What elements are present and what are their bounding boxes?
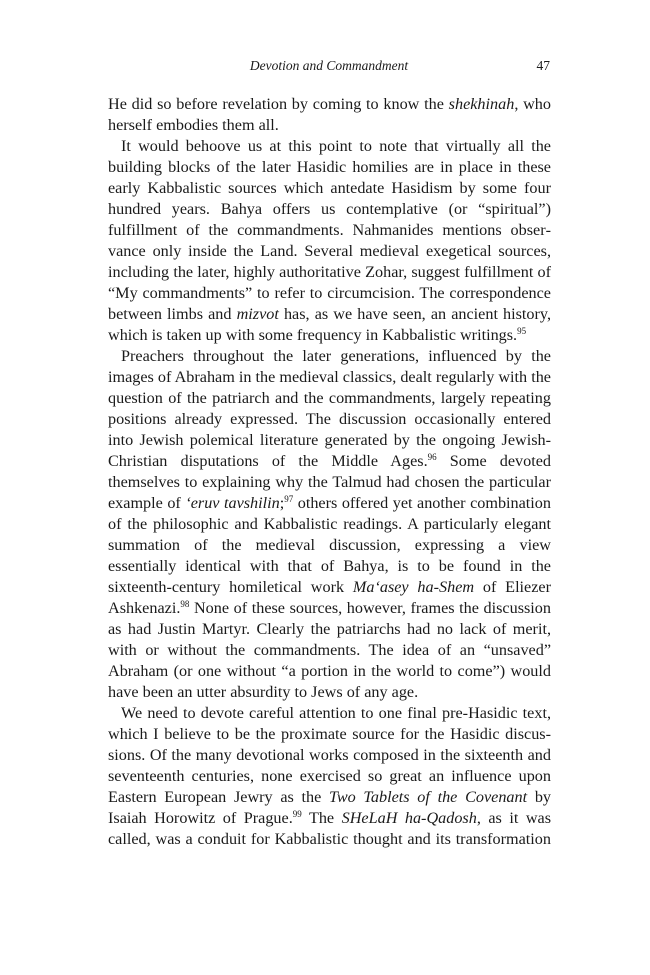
text-run: by Isaiah Horowitz of Prague. (108, 788, 552, 827)
footnote-ref: 97 (284, 494, 294, 504)
text-run: Preachers throughout the later generations, influenced by the images of Abraham in the medieval classics, dealt regularly with the question of the patriarch and the commandments, largely repeating positions already expressed. The discussion occasionally entered into Jewish polemical literature generated by the ongoing Jewish-Christian disputations of the Middle Ages. (108, 347, 551, 470)
page-number: 47 (536, 58, 550, 73)
italic-term: ‘eruv tavshilin (185, 494, 280, 512)
text-run: has, as we have seen, an ancient history, which is taken up with some frequency in Kabbalistic writings. (108, 305, 552, 344)
paragraph (108, 136, 551, 346)
text-run: others offered yet another combination of the philosophic and Kabbalistic readings. A particularly elegant summation of the medieval discussion, expressing a view essentially identical with that of Bahya, is to be found in the sixteenth-century homiletical work (108, 494, 551, 596)
text-run: Some devoted themselves to explaining why the Talmud had chosen the particular example of (108, 452, 551, 512)
paragraph (108, 94, 551, 136)
running-title: Devotion and Commandment (249, 58, 409, 73)
text-run: , as it was called, was a conduit for Kabbalistic thought and its transformation (108, 809, 552, 848)
footnote-ref: 98 (180, 599, 190, 609)
text-run: , who herself embodies them all. (108, 95, 551, 134)
text-run: It would behoove us at this point to note that virtually all the building blocks of the later Hasidic homilies are in place in these early Kabbalistic sources which antedate Hasidism by some four hundred years. Bahya offers us contemplative (or “spiritual”) fulfillment of the commandments. Nahmanides mentions observance only inside the Land. Several medieval exegetical sources, including the later, highly authoritative Zohar, suggest fulfillment of “My commandments” to refer to circumcision. The correspondence between limbs and (108, 137, 551, 323)
running-header (108, 58, 550, 78)
text-run: ; (279, 494, 285, 512)
footnote-ref: 95 (517, 326, 527, 336)
italic-term: SHeLaH ha-Qadosh (341, 809, 477, 827)
italic-term: Ma‘asey ha-Shem (352, 578, 475, 596)
text-run: of Eliezer Ashkenazi. (108, 578, 552, 617)
paragraph (108, 703, 551, 850)
paragraph (108, 346, 551, 703)
italic-term: mizvot (236, 305, 279, 323)
text-run: He did so before revelation by coming to know the (108, 95, 449, 113)
text-run: We need to devote careful attention to one final pre-Hasidic text, which I believe to be the proximate source for the Hasidic discussions. Of the many devotional works composed in the sixteenth and seventeenth centuries, none exercised so great an influence upon Eastern European Jewry as the (108, 704, 551, 806)
text-run: The (301, 809, 342, 827)
body-text (108, 94, 551, 850)
italic-term: Two Tablets of the Covenant (329, 788, 528, 806)
footnote-ref: 96 (427, 452, 437, 462)
text-run: None of these sources, however, frames the discussion as had Justin Martyr. Clearly the patriarchs had no lack of merit, with or without the commandments. The idea of an “unsaved” Abraham (or one without “a portion in the world to come”) would have been an utter absurdity to Jews of any age. (108, 599, 551, 701)
italic-term: shekhinah (448, 95, 515, 113)
footnote-ref: 99 (292, 809, 302, 819)
